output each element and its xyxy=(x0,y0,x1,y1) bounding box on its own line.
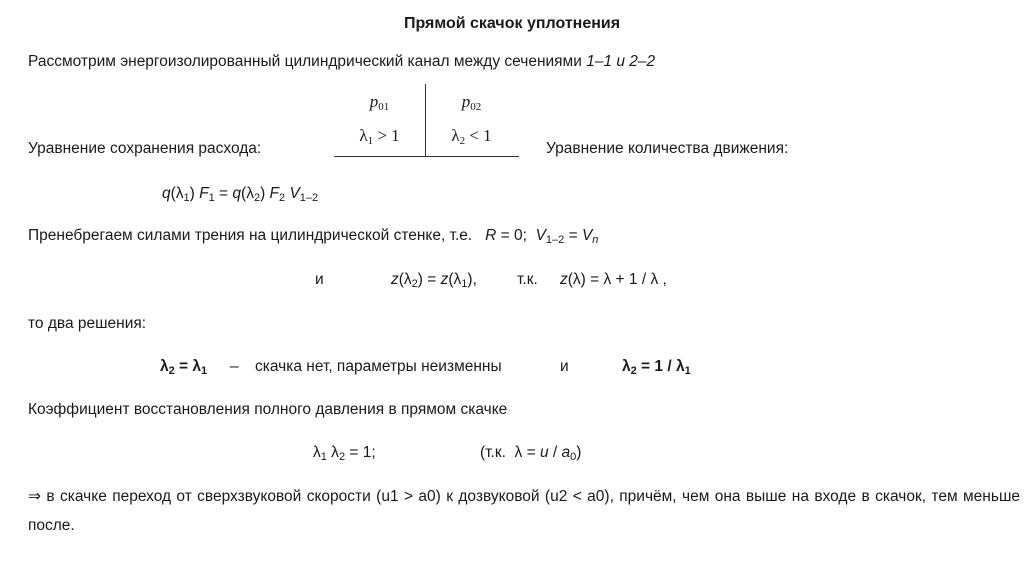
neglect-text: Пренебрегаем силами трения на цилиндрической стенке, т.е. xyxy=(28,227,473,244)
table-p02: $p_{02}$ xyxy=(461,92,482,113)
no-jump-text: скачка нет, параметры неизменны xyxy=(255,358,502,375)
flow-conservation-label: Уравнение сохранения расхода: xyxy=(28,140,262,157)
momentum-label: Уравнение количества движения: xyxy=(546,140,789,157)
recovery-text: Коэффициент восстановления полного давления в прямом скачке xyxy=(28,401,508,418)
conclusion-text: ⇒ в скачке переход от сверхзвуковой скорости (u1 > a0) к дозвуковой (u2 < a0), причём, чем она выше на входе в скачок, тем меньше после. xyxy=(28,488,1020,534)
neglect-line: Пренебрегаем силами трения на цилиндрической стенке, т.е. R = 0; $V_{1-2} = V_n$ xyxy=(28,227,599,246)
table-p01: $p_{01}$ xyxy=(369,92,390,113)
intro-text: Рассмотрим энергоизолированный цилиндрический канал между сечениями xyxy=(28,53,582,70)
dash: – xyxy=(230,358,239,375)
and-word: и xyxy=(315,271,324,288)
product-equation: $\lambda_1$ $\lambda_2 = 1$; xyxy=(313,444,376,463)
solution-one: $\lambda_2 = \lambda_1$ xyxy=(160,358,208,377)
and-word-2: и xyxy=(560,358,569,375)
intro-line xyxy=(28,52,655,72)
table-lambda2: $\lambda_2 < 1$ xyxy=(451,126,492,147)
table-lambda1: $\lambda_1 > 1$ xyxy=(359,126,400,147)
tk-word: т.к. xyxy=(517,271,538,288)
z-equation: $z(\lambda_2) = z(\lambda_1)$, xyxy=(391,271,477,290)
solution-two: $\lambda_2 = 1 / \lambda_1$ xyxy=(622,358,691,377)
two-solutions: то два решения: xyxy=(28,315,147,332)
table-divider-horizontal xyxy=(334,156,519,157)
z-definition: z(λ) = λ + 1 / λ , xyxy=(560,271,667,288)
parameter-table xyxy=(334,84,519,157)
flow-equation: $q(\lambda_1) F_1 = q(\lambda_2)$ $F_2$ $V_{1-2}$ xyxy=(162,185,319,204)
sections-label: 1–1 и 2–2 xyxy=(586,53,656,70)
page-title: Прямой скачок уплотнения xyxy=(403,15,621,32)
lambda-definition: (т.к. $\lambda = u / a_0$) xyxy=(480,444,582,463)
